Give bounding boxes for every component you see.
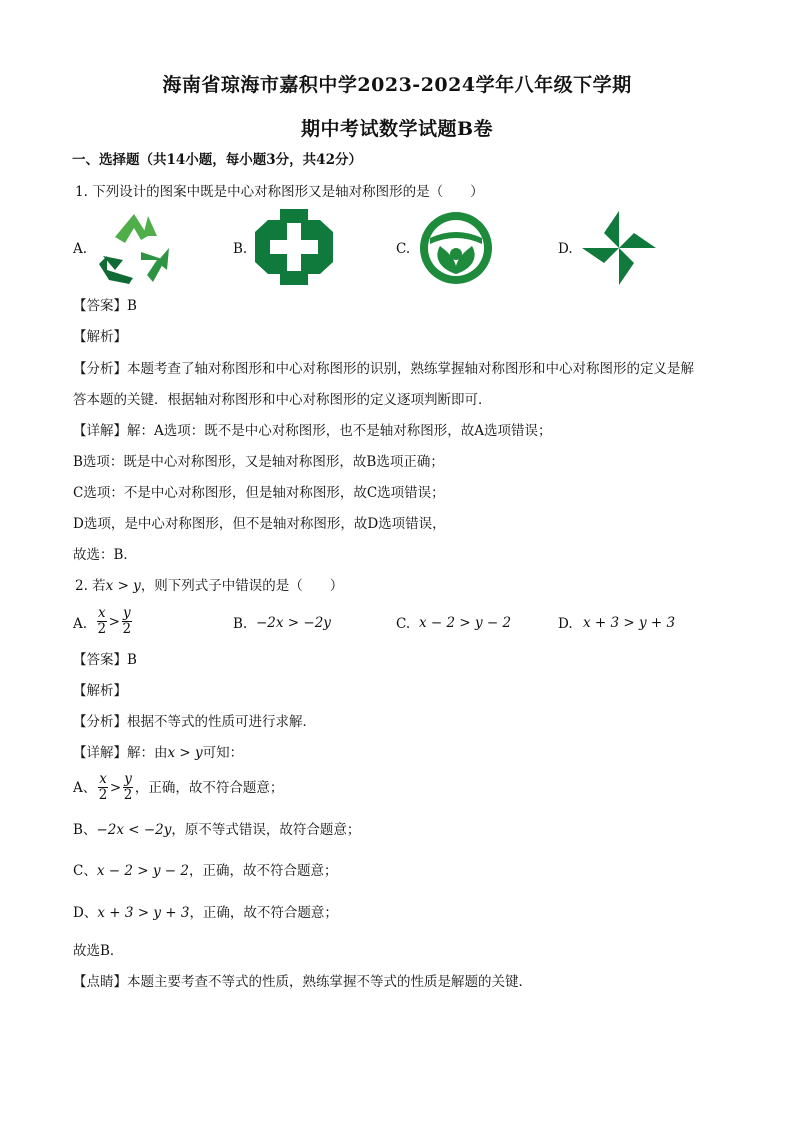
q2-item-d — [73, 904, 728, 922]
q1-detail-1: 【详解】解：A选项：既不是中心对称图形，也不是轴对称图形，故A选项错误； — [73, 423, 552, 439]
q2-option-d-expr: x + 3 > y + 3 — [583, 615, 676, 631]
q1-option-c-label: C. — [396, 241, 411, 257]
q1-analysis-heading: 【解析】 — [73, 329, 127, 345]
q2-option-d-label: D. — [558, 616, 573, 632]
q2-option-b-label: B. — [233, 616, 248, 632]
section-heading: 一、选择题（共14小题，每小题3分，共42分） — [72, 152, 362, 168]
q2-option-a-label: A. — [73, 616, 88, 632]
q1-option-a-label: A. — [73, 241, 88, 257]
q2-options-row — [73, 606, 728, 642]
q2-item-a — [73, 772, 728, 806]
q2-option-b-expr: −2x > −2y — [256, 615, 331, 631]
q2-analysis-heading: 【解析】 — [73, 683, 127, 699]
frac-den: 2 — [97, 621, 107, 637]
q2-item-c — [73, 862, 728, 880]
q2-item-c-note: ，正确，故不符合题意； — [188, 863, 338, 879]
q1-analysis-cont: 答本题的关键．根据轴对称图形和中心对称图形的定义逐项判断即可． — [73, 392, 492, 408]
q2-option-c-expr: x − 2 > y − 2 — [419, 615, 512, 631]
pinwheel-icon — [580, 209, 658, 287]
q2-item-b-label: B、 — [73, 822, 97, 838]
q2-stem-math: x > y — [105, 578, 141, 594]
item-frac-num-x: x — [99, 771, 107, 787]
q2-conclusion: 故选B． — [73, 943, 124, 959]
q1-detail-2: B选项：既是中心对称图形，又是轴对称图形，故B选项正确； — [73, 454, 444, 470]
frac-den-2: 2 — [122, 621, 132, 637]
q2-stem-pre: 2. 若 — [75, 578, 106, 594]
q2-item-d-expr: x + 3 > y + 3 — [97, 905, 190, 921]
q1-analysis: 【分析】本题考查了轴对称图形和中心对称图形的识别，熟练掌握轴对称图形和中心对称图形的定义是解 — [73, 361, 694, 377]
item-frac-den-2: 2 — [123, 787, 133, 803]
green-food-icon — [418, 210, 494, 286]
frac-num-y: y — [122, 605, 131, 621]
q2-stem-post: ，则下列式子中错误的是（ ） — [140, 578, 344, 594]
q2-item-c-expr: x − 2 > y − 2 — [96, 863, 189, 879]
q2-answer: 【答案】B — [73, 652, 137, 668]
q2-detail-intro — [73, 744, 728, 762]
q2-option-c-label: C. — [396, 616, 411, 632]
q1-option-b-label: B. — [233, 241, 248, 257]
q1-option-d-label: D. — [558, 241, 573, 257]
q2-comment: 【点睛】本题主要考查不等式的性质，熟练掌握不等式的性质是解题的关键． — [73, 974, 532, 990]
q2-detail-math: x > y — [167, 745, 203, 761]
frac-op: > — [108, 613, 120, 630]
q2-analysis: 【分析】根据不等式的性质可进行求解． — [73, 714, 316, 730]
q2-item-d-label: D、 — [73, 905, 98, 921]
item-frac-den: 2 — [98, 787, 108, 803]
cross-icon — [253, 207, 335, 287]
q2-item-b-expr: −2x < −2y — [96, 822, 172, 838]
recycle-icon — [93, 208, 175, 288]
q2-detail-pre: 【详解】解：由 — [73, 745, 168, 761]
item-frac-num-y: y — [124, 771, 132, 787]
q2-item-a-note: ，正确，故不符合题意； — [134, 779, 284, 796]
document-title-line1: 海南省琼海市嘉积中学2023-2024学年八年级下学期 — [162, 74, 632, 96]
q2-stem — [75, 577, 728, 595]
q1-stem: 1. 下列设计的图案中既是中心对称图形又是轴对称图形的是（ ） — [75, 184, 484, 200]
q1-answer: 【答案】B — [73, 298, 137, 314]
q2-item-a-label: A、 — [73, 779, 97, 796]
q2-item-b — [73, 821, 728, 839]
q1-detail-4: D选项，是中心对称图形，但不是轴对称图形，故D选项错误， — [73, 516, 446, 532]
frac-num-x: x — [98, 605, 106, 621]
q2-item-d-note: ，正确，故不符合题意； — [189, 905, 338, 921]
q2-detail-post: 可知： — [202, 745, 244, 761]
q1-detail-5: 故选：B． — [73, 547, 137, 563]
item-frac-op: > — [109, 779, 122, 796]
q2-option-a-expr — [95, 606, 134, 637]
document-title-line2: 期中考试数学试题B卷 — [300, 118, 494, 140]
q2-item-c-label: C、 — [73, 863, 97, 879]
q2-item-b-note: ，原不等式错误，故符合题意； — [171, 822, 361, 838]
q1-detail-3: C选项：不是中心对称图形，但是轴对称图形，故C选项错误； — [73, 485, 445, 501]
